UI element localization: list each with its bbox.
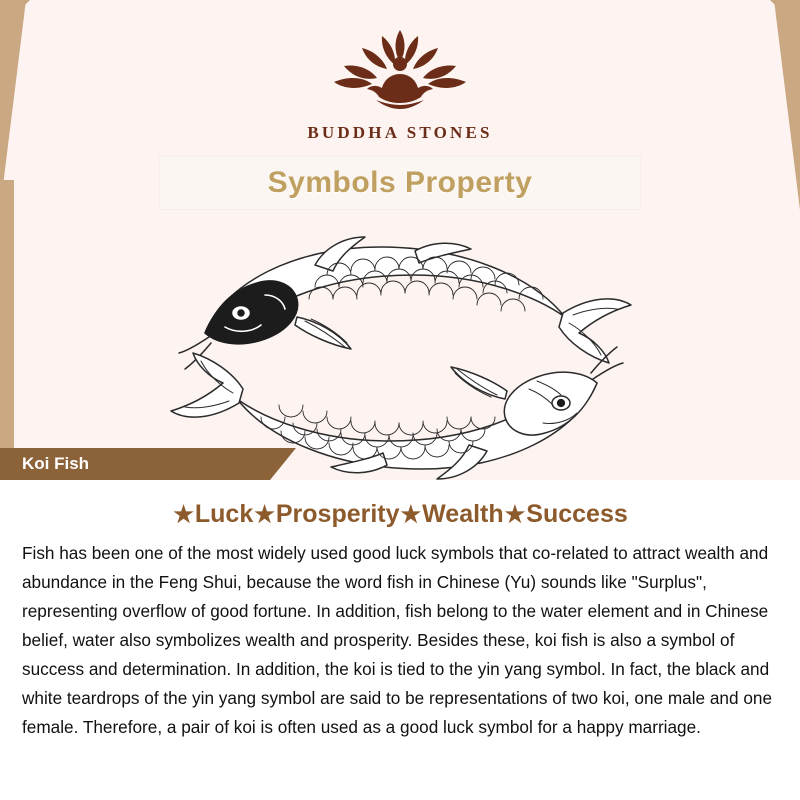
keyword-prosperity: Prosperity (275, 500, 400, 528)
edge-bar-left (0, 180, 14, 480)
page-title: Symbols Property (267, 166, 533, 199)
lotus-meditation-icon (0, 22, 800, 117)
koi-fish-label: Koi Fish (22, 454, 90, 473)
star-icon-2: ★ (254, 501, 275, 527)
keyword-wealth: Wealth (422, 500, 504, 528)
star-icon-4: ★ (504, 501, 526, 527)
koi-fish-label-ribbon (0, 448, 270, 480)
title-banner (160, 157, 640, 209)
star-icon-3: ★ (400, 501, 422, 527)
keyword-luck: Luck (194, 500, 254, 528)
keyword-success: Success (526, 500, 628, 528)
brand-logo-area (0, 0, 800, 143)
brand-name: BUDDHA STONES (307, 123, 493, 142)
keywords-line (22, 500, 778, 529)
star-icon-1: ★ (173, 501, 194, 527)
description-panel (0, 480, 800, 800)
description-paragraph: Fish has been one of the most widely used good luck symbols that co-related to attract wealth and abundance in the Feng Shui, because the word fish in Chinese (Yu) sounds like "Surplus", representing overflow of good fortune. In addition, fish belong to the water element and in Chinese belief, water also symbolizes wealth and prosperity. Besides these, koi fish is also a symbol of success and determination. In addition, the koi is tied to the yin yang symbol. In fact, the black and white teardrops of the yin yang symbol are said to be representations of two koi, one male and one female. Therefore, a pair of koi is often used as a good luck symbol for a happy marriage. (22, 543, 773, 737)
ribbon-tail-decoration (270, 448, 296, 480)
